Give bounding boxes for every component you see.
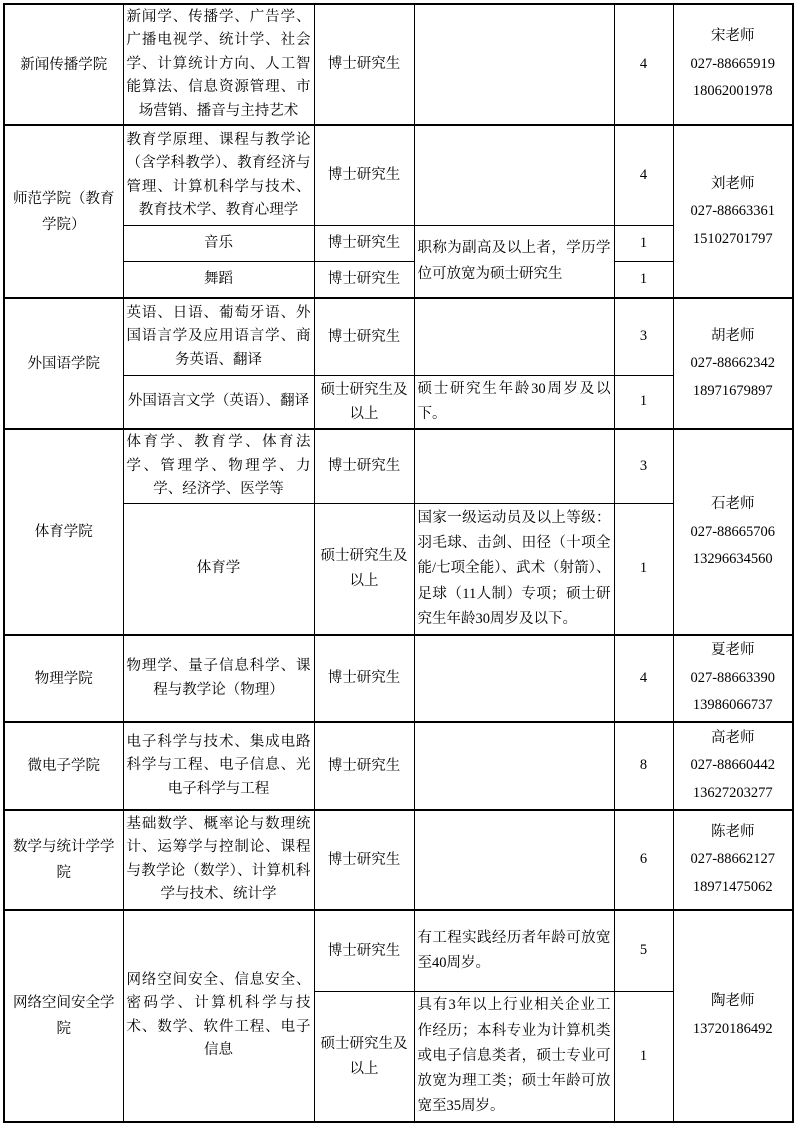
note-cell: 有工程实践经历者年龄可放宽至40周岁。: [414, 910, 614, 992]
note-cell: 国家一级运动员及以上等级：羽毛球、击剑、田径（十项全能/七项全能）、武术（射箭）、足球（11人制）专项；硕士研究生年龄30周岁及以下。: [414, 503, 614, 635]
degree-cell: 博士研究生: [314, 4, 414, 125]
note-cell: [414, 298, 614, 375]
contact-tel: 027-88665919: [690, 55, 776, 72]
degree-cell: 硕士研究生及以上: [314, 375, 414, 429]
contact-name: 夏老师: [711, 642, 755, 659]
college-cell: 网络空间安全学院: [4, 910, 123, 1122]
degree-cell: 博士研究生: [314, 261, 414, 298]
contact-tel: 027-88662342: [690, 355, 776, 372]
note-cell: 职称为副高及以上者，学历学位可放宽为硕士研究生: [414, 225, 614, 298]
count-cell: 4: [614, 125, 673, 225]
degree-cell: 博士研究生: [314, 635, 414, 722]
count-cell: 8: [614, 722, 673, 810]
majors-cell: 物理学、量子信息科学、课程与教学论（物理）: [123, 635, 314, 722]
count-cell: 4: [614, 4, 673, 125]
majors-cell: 英语、日语、葡萄牙语、外国语言学及应用语言学、商务英语、翻译: [123, 298, 314, 375]
count-cell: 4: [614, 635, 673, 722]
note-cell: [414, 635, 614, 722]
count-cell: 3: [614, 298, 673, 375]
degree-cell: 硕士研究生及以上: [314, 503, 414, 635]
college-cell: 数学与统计学学院: [4, 810, 123, 910]
count-cell: 1: [614, 261, 673, 298]
college-cell: 体育学院: [4, 429, 123, 635]
degree-cell: 硕士研究生及以上: [314, 992, 414, 1122]
majors-cell: 舞蹈: [123, 261, 314, 298]
contact-cell: [673, 125, 793, 298]
contact-name: 石老师: [711, 496, 755, 513]
count-cell: 6: [614, 810, 673, 910]
contact-tel: 027-88663361: [690, 203, 776, 220]
contact-name: 宋老师: [711, 28, 755, 45]
college-cell: 微电子学院: [4, 722, 123, 810]
count-cell: 5: [614, 910, 673, 992]
contact-mobile: 15102701797: [692, 230, 773, 247]
recruitment-table: [3, 3, 794, 1123]
degree-cell: 博士研究生: [314, 225, 414, 261]
note-cell: [414, 429, 614, 503]
count-cell: 1: [614, 225, 673, 261]
degree-cell: 博士研究生: [314, 722, 414, 810]
note-cell: [414, 722, 614, 810]
contact-name: 高老师: [711, 729, 755, 746]
majors-cell: 基础数学、概率论与数理统计、运筹学与控制论、课程与教学论（数学）、计算机科学与技术、统计学: [123, 810, 314, 910]
degree-cell: 博士研究生: [314, 298, 414, 375]
note-cell: [414, 810, 614, 910]
contact-mobile: 13627203277: [692, 784, 773, 801]
majors-cell: 新闻学、传播学、广告学、广播电视学、统计学、社会学、计算统计方向、人工智能算法、信息资源管理、市场营销、播音与主持艺术: [123, 4, 314, 125]
contact-cell: [673, 635, 793, 722]
majors-cell: 外国语言文学（英语）、翻译: [123, 375, 314, 429]
contact-cell: [673, 810, 793, 910]
contact-name: 胡老师: [711, 327, 755, 344]
majors-cell: 音乐: [123, 225, 314, 261]
contact-mobile: 18971475062: [692, 878, 773, 895]
contact-cell: [673, 910, 793, 1122]
degree-cell: 博士研究生: [314, 125, 414, 225]
count-cell: 1: [614, 503, 673, 635]
majors-cell: 教育学原理、课程与教学论（含学科教学）、教育经济与管理、计算机科学与技术、教育技术学、教育心理学: [123, 125, 314, 225]
contact-name: 刘老师: [711, 175, 755, 192]
majors-cell: 网络空间安全、信息安全、密码学、计算机科学与技术、数学、软件工程、电子信息: [123, 910, 314, 1122]
note-cell: 具有3年以上行业相关企业工作经历；本科专业为计算机类或电子信息类者，硕士专业可放宽为理工类；硕士年龄可放宽至35周岁。: [414, 992, 614, 1122]
degree-cell: 博士研究生: [314, 429, 414, 503]
contact-tel: 027-88660442: [690, 757, 776, 774]
count-cell: 1: [614, 992, 673, 1122]
contact-name: 陶老师: [711, 993, 755, 1010]
contact-mobile: 18062001978: [692, 83, 773, 100]
college-cell: 新闻传播学院: [4, 4, 123, 125]
majors-cell: 电子科学与技术、集成电路科学与工程、电子信息、光电子科学与工程: [123, 722, 314, 810]
count-cell: 1: [614, 375, 673, 429]
contact-name: 陈老师: [711, 823, 755, 840]
degree-cell: 博士研究生: [314, 910, 414, 992]
contact-tel: 027-88663390: [690, 669, 776, 686]
contact-mobile: 13296634560: [692, 551, 773, 568]
college-cell: 外国语学院: [4, 298, 123, 429]
contact-mobile: 18971679897: [692, 382, 773, 399]
contact-tel: 027-88662127: [690, 851, 776, 868]
contact-mobile: 13986066737: [692, 697, 773, 714]
count-cell: 3: [614, 429, 673, 503]
degree-cell: 博士研究生: [314, 810, 414, 910]
note-cell: 硕士研究生年龄30周岁及以下。: [414, 375, 614, 429]
note-cell: [414, 4, 614, 125]
contact-cell: [673, 722, 793, 810]
college-cell: 师范学院（教育学院）: [4, 125, 123, 298]
contact-cell: [673, 429, 793, 635]
majors-cell: 体育学: [123, 503, 314, 635]
contact-tel: 027-88665706: [690, 523, 776, 540]
contact-cell: [673, 298, 793, 429]
college-cell: 物理学院: [4, 635, 123, 722]
contact-cell: [673, 4, 793, 125]
majors-cell: 体育学、教育学、体育法学、管理学、物理学、力学、经济学、医学等: [123, 429, 314, 503]
note-cell: [414, 125, 614, 225]
contact-mobile: 13720186492: [692, 1020, 773, 1037]
